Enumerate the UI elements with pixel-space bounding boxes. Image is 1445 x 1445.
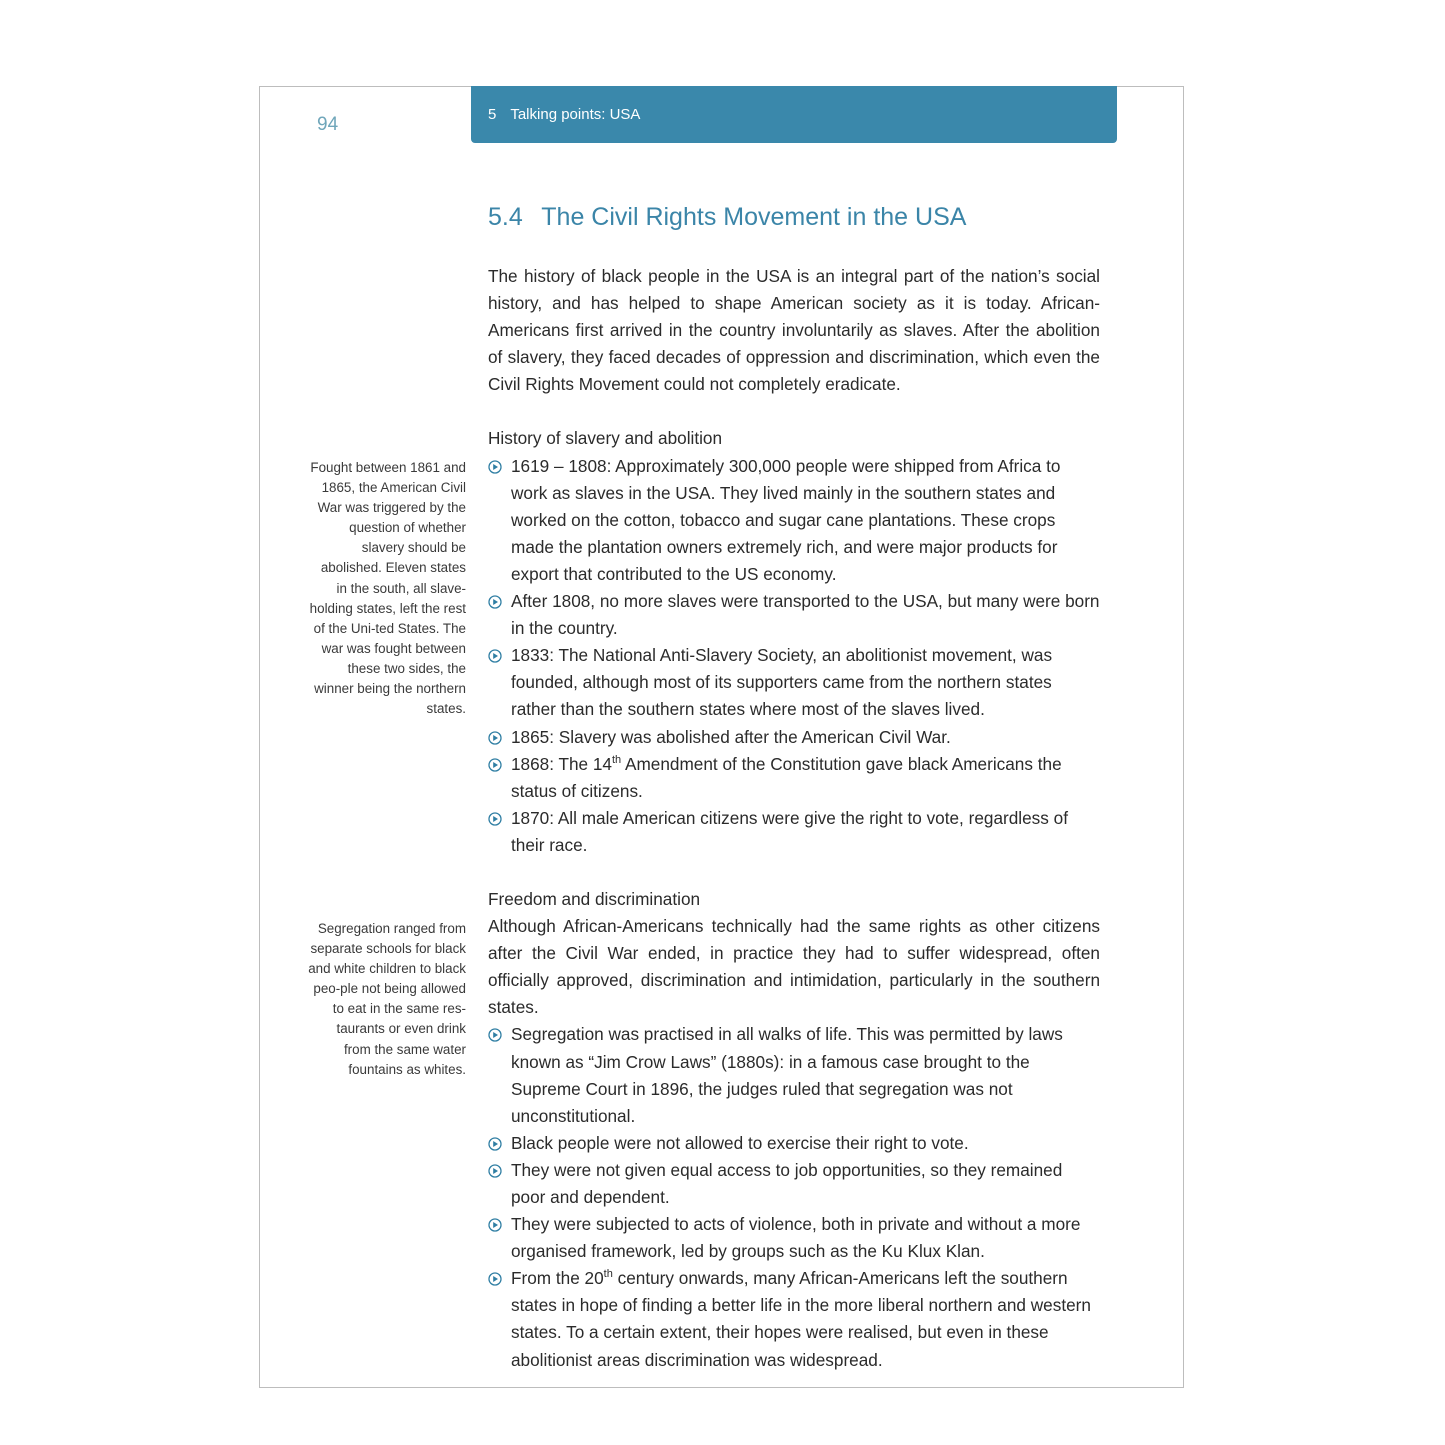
list-item-text bbox=[511, 754, 1062, 801]
list-item bbox=[488, 751, 1100, 805]
list-item bbox=[488, 724, 1100, 751]
list-item-text: They were subjected to acts of violence, both in private and without a more organised framework, led by groups such as the Ku Klux Klan. bbox=[511, 1214, 1081, 1262]
list-item bbox=[488, 642, 1100, 723]
text-part: 1868: The 14 bbox=[511, 753, 612, 774]
circled-play-arrow-icon bbox=[488, 595, 502, 609]
freedom-heading: Freedom and discrimination bbox=[488, 888, 701, 909]
ordinal-suffix: th bbox=[612, 753, 622, 766]
freedom-list bbox=[488, 1021, 1100, 1373]
list-item-text bbox=[511, 1268, 1091, 1369]
text-part: century onwards, many African-Americans left the southern states in hope of finding a better life in the more liberal northern and western states. To a certain extent, their hopes were realised, but even in these abolitionist areas discrimination was widespread. bbox=[511, 1268, 1091, 1370]
circled-play-arrow-icon bbox=[488, 812, 502, 826]
section-title bbox=[488, 203, 966, 232]
margin-note-segregation: Segregation ranged from separate schools for black and white children to black peo-ple not being allowed to eat in the same res-taurants or even drink from the same water fountains as whites. bbox=[308, 921, 466, 1077]
ordinal-suffix: th bbox=[603, 1268, 613, 1281]
list-item bbox=[488, 805, 1100, 859]
list-item-text: 1865: Slavery was abolished after the American Civil War. bbox=[511, 726, 951, 747]
slavery-list bbox=[488, 453, 1100, 859]
chapter-title: Talking points: USA bbox=[510, 106, 641, 123]
circled-play-arrow-icon bbox=[488, 1137, 502, 1151]
chapter-header-bar bbox=[471, 86, 1117, 143]
chapter-number: 5 bbox=[488, 106, 497, 123]
list-item bbox=[488, 1265, 1100, 1373]
circled-play-arrow-icon bbox=[488, 1272, 502, 1286]
page-number: 94 bbox=[317, 114, 339, 135]
list-item-text: 1833: The National Anti-Slavery Society, an abolitionist movement, was founded, although most of its supporters came from the northern states rather than the southern states where most of the slaves lived. bbox=[511, 645, 1053, 720]
slavery-heading: History of slavery and abolition bbox=[488, 428, 723, 449]
circled-play-arrow-icon bbox=[488, 649, 502, 663]
circled-play-arrow-icon bbox=[488, 460, 502, 474]
list-item-text: 1870: All male American citizens were give the right to vote, regardless of their race. bbox=[511, 807, 1068, 855]
book-page bbox=[259, 86, 1184, 1388]
circled-play-arrow-icon bbox=[488, 1028, 502, 1042]
circled-play-arrow-icon bbox=[488, 758, 502, 772]
circled-play-arrow-icon bbox=[488, 1164, 502, 1178]
circled-play-arrow-icon bbox=[488, 1218, 502, 1232]
text-part: Amendment of the Constitution gave black Americans the status of citizens. bbox=[511, 753, 1062, 801]
main-text-column bbox=[488, 263, 1100, 1374]
list-item bbox=[488, 588, 1100, 642]
list-item bbox=[488, 1211, 1100, 1265]
freedom-paragraph: Although African-Americans technically had the same rights as other citizens after the Civil War ended, in practice they had to suffer widespread, often officially approved, discrimination and intimidation, particularly in the southern states. bbox=[488, 916, 1100, 1018]
list-item-text: Segregation was practised in all walks of life. This was permitted by laws known as “Jim Crow Laws” (1880s): in a famous case brought to the Supreme Court in 1896, the judges ruled that segregation was not unconstitutional. bbox=[511, 1024, 1063, 1126]
section-number: 5.4 bbox=[488, 203, 523, 231]
text-part: From the 20 bbox=[511, 1268, 604, 1289]
list-item-text: 1619 – 1808: Approximately 300,000 people were shipped from Africa to work as slaves in the USA. They lived mainly in the southern states and worked on the cotton, tobacco and sugar cane plantations. These crops made the plantation owners extremely rich, and were major products for export that contributed to the US economy. bbox=[511, 455, 1061, 584]
section-title-text: The Civil Rights Movement in the USA bbox=[541, 203, 967, 231]
list-item bbox=[488, 1157, 1100, 1211]
list-item bbox=[488, 1021, 1100, 1129]
list-item bbox=[488, 453, 1100, 588]
list-item-text: They were not given equal access to job opportunities, so they remained poor and dependent. bbox=[511, 1159, 1063, 1207]
list-item-text: Black people were not allowed to exercise their right to vote. bbox=[511, 1132, 969, 1153]
list-item bbox=[488, 1130, 1100, 1157]
list-item-text: After 1808, no more slaves were transported to the USA, but many were born in the country. bbox=[511, 591, 1100, 639]
margin-note-civil-war: Fought between 1861 and 1865, the American Civil War was triggered by the question of whether slavery should be abolished. Eleven states in the south, all slave-holding states, left the rest of the Uni-ted States. The war was fought between these two sides, the winner being the northern states. bbox=[309, 460, 466, 717]
intro-paragraph: The history of black people in the USA is an integral part of the nation’s social history, and has helped to shape American society as it is today. African-Americans first arrived in the country involuntarily as slaves. After the abolition of slavery, they faced decades of oppression and discrimination, which even the Civil Rights Movement could not completely eradicate. bbox=[488, 266, 1100, 395]
circled-play-arrow-icon bbox=[488, 731, 502, 745]
